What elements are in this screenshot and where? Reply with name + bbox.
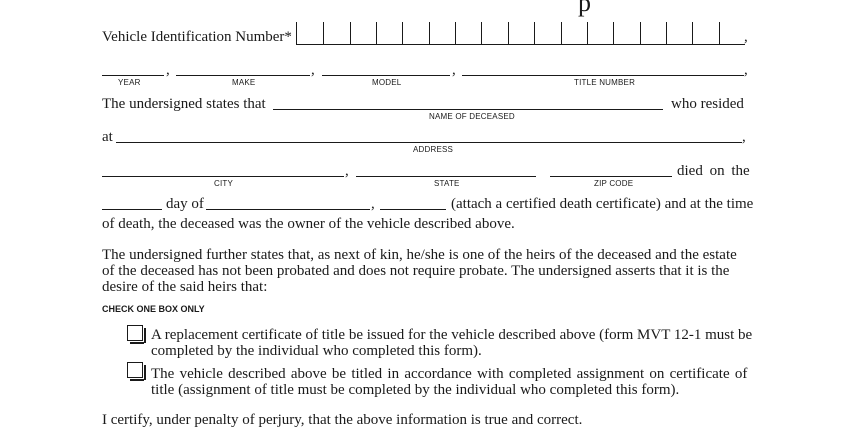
year-field[interactable] [102, 75, 164, 76]
model-field[interactable] [322, 75, 450, 76]
vin-cell-divider [692, 22, 693, 44]
year-caption: YEAR [118, 78, 141, 87]
address-field[interactable] [116, 142, 742, 143]
at-label: at [102, 129, 113, 145]
further-statement-line-3: desire of the said heirs that: [102, 279, 268, 295]
zip-field[interactable] [550, 176, 672, 177]
page-heading-fragment: p [578, 0, 591, 17]
city-caption: CITY [214, 179, 234, 188]
vin-cell-divider [323, 22, 324, 44]
city-comma: , [345, 163, 349, 179]
option-1-line-1: A replacement certificate of title be issued for the vehicle described above (form MVT 12-1 must be [151, 327, 753, 343]
vin-field[interactable] [296, 22, 745, 45]
model-comma: , [452, 62, 456, 78]
vin-cell-divider [455, 22, 456, 44]
address-comma: , [742, 129, 746, 145]
name-of-deceased-caption: NAME OF DECEASED [429, 112, 515, 121]
title-number-comma: , [744, 62, 748, 78]
name-of-deceased-field[interactable] [273, 109, 663, 110]
make-comma: , [311, 62, 315, 78]
address-caption: ADDRESS [413, 145, 454, 154]
vin-cell-divider [402, 22, 403, 44]
month-field[interactable] [206, 209, 370, 210]
make-caption: MAKE [232, 78, 256, 87]
option-1-line-2: completed by the individual who completed this form). [151, 343, 482, 359]
city-field[interactable] [102, 176, 344, 177]
vin-cell-divider [508, 22, 509, 44]
option-2-line-2: title (assignment of title must be completed by the individual who completed this form). [151, 382, 680, 398]
state-field[interactable] [356, 176, 536, 177]
model-caption: MODEL [372, 78, 402, 87]
replacement-title-checkbox[interactable] [127, 325, 143, 341]
vin-cell-divider [613, 22, 614, 44]
died-on-the-text: died on the [677, 163, 750, 179]
make-field[interactable] [176, 75, 310, 76]
title-number-field[interactable] [462, 75, 744, 76]
month-comma: , [371, 196, 375, 212]
state-caption: STATE [434, 179, 460, 188]
year-of-death-field[interactable] [380, 209, 446, 210]
further-statement-line-1: The undersigned further states that, as next of kin, he/she is one of the heirs of the deceased and the estate [102, 247, 737, 263]
vin-cell-divider [376, 22, 377, 44]
vin-cell-divider [666, 22, 667, 44]
day-field[interactable] [102, 209, 162, 210]
undersigned-states-text: The undersigned states that [102, 96, 266, 112]
zip-caption: ZIP CODE [594, 179, 634, 188]
vin-comma: , [744, 29, 748, 45]
option-2-line-1: The vehicle described above be titled in accordance with completed assignment on certificate of [151, 366, 748, 382]
day-of-text: day of [166, 196, 204, 212]
vin-label: Vehicle Identification Number* [102, 29, 292, 45]
year-comma: , [166, 62, 170, 78]
vin-cell-divider [640, 22, 641, 44]
who-resided-text: who resided [671, 96, 744, 112]
attach-note-text: (attach a certified death certificate) and at the time [451, 196, 754, 212]
vin-cell-divider [561, 22, 562, 44]
titled-by-assignment-checkbox[interactable] [127, 362, 143, 378]
vin-cell-divider [534, 22, 535, 44]
owner-sentence: of death, the deceased was the owner of the vehicle described above. [102, 216, 515, 232]
certify-statement: I certify, under penalty of perjury, that the above information is true and correct. [102, 412, 583, 428]
further-statement-line-2: of the deceased has not been probated and does not require probate. The undersigned asserts that it is the [102, 263, 730, 279]
vin-cell-divider [350, 22, 351, 44]
vin-cell-divider [719, 22, 720, 44]
vin-cell-divider [587, 22, 588, 44]
vin-cell-divider [429, 22, 430, 44]
title-number-caption: TITLE NUMBER [574, 78, 636, 87]
vin-cell-divider [481, 22, 482, 44]
check-one-box-heading: CHECK ONE BOX ONLY [102, 304, 205, 314]
